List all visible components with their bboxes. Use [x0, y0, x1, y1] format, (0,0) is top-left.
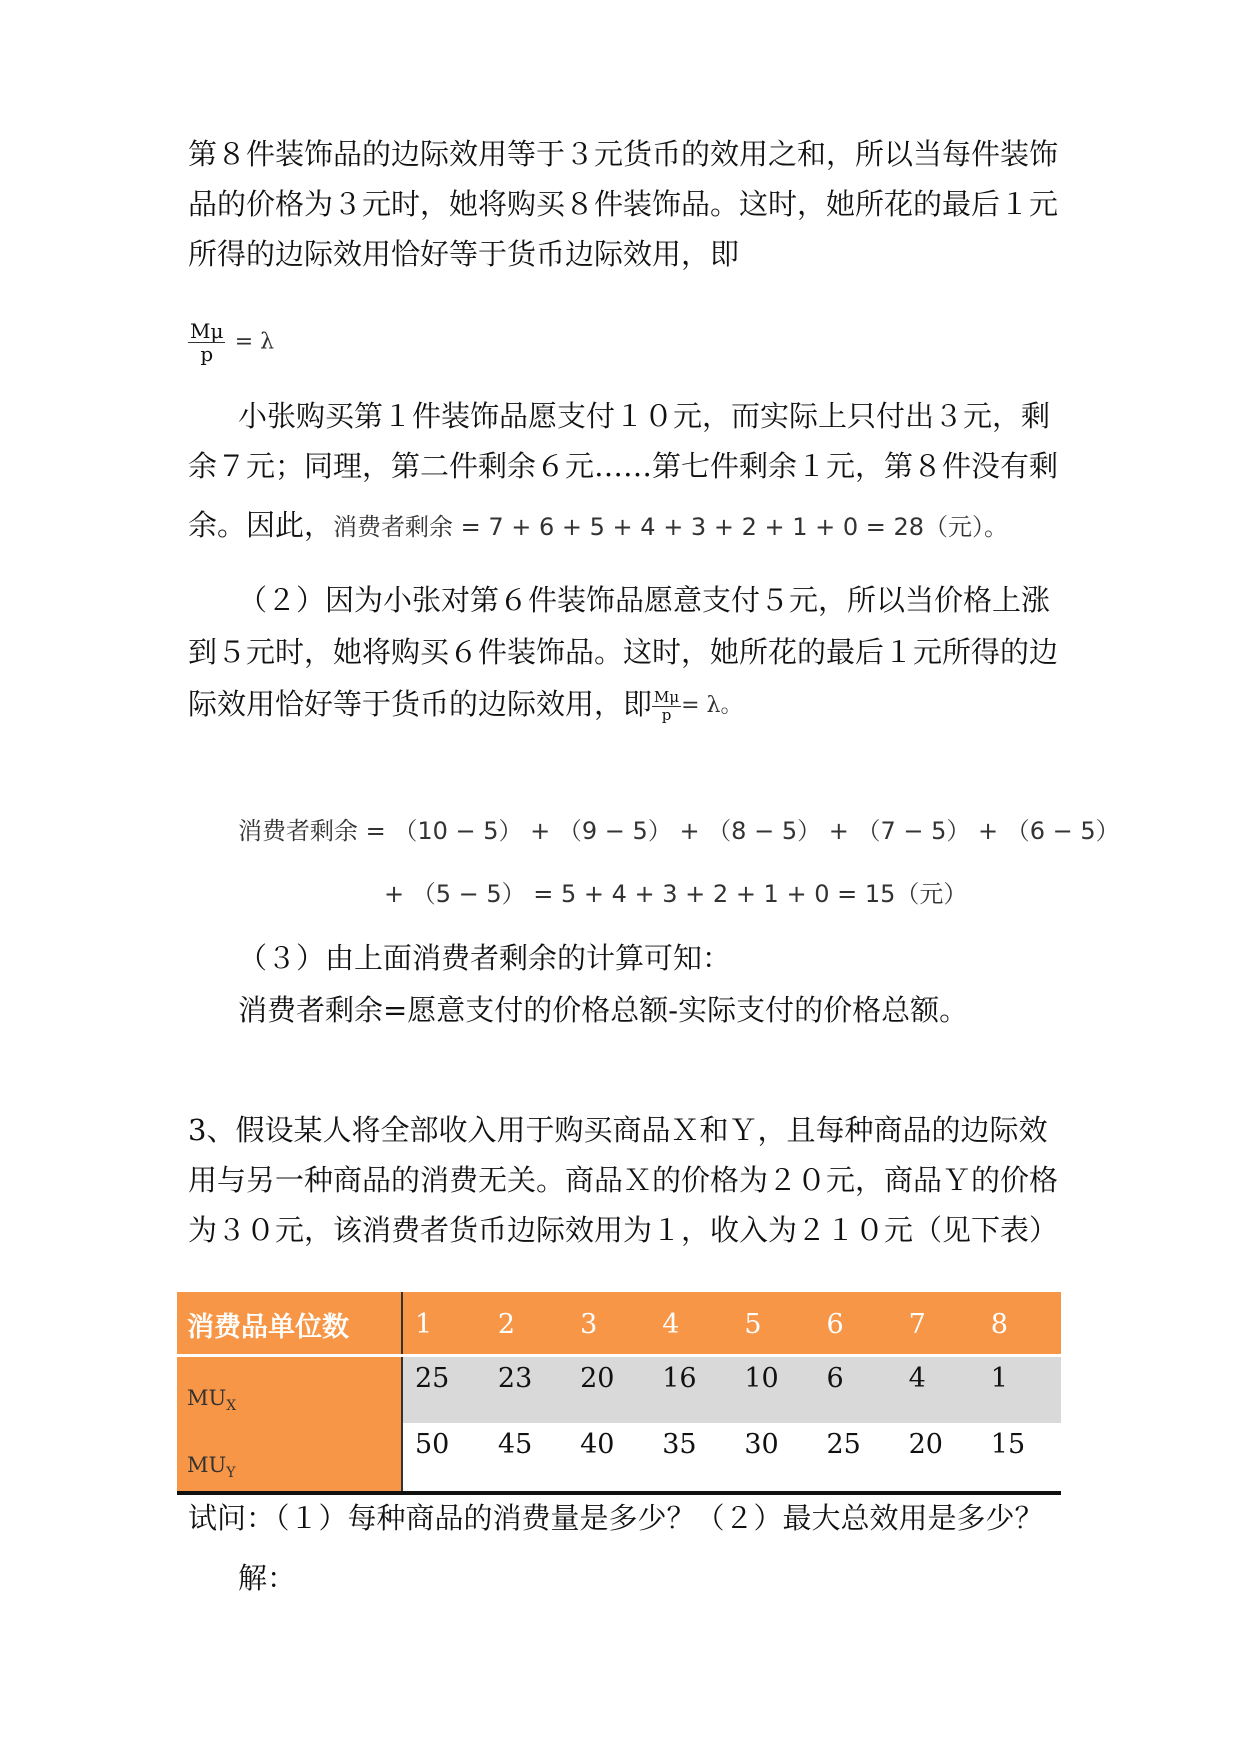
para4-line2: 消费者剩余=愿意支付的价格总额-实际支付的价格总额。 — [238, 993, 969, 1027]
table-cell: 25 — [402, 1356, 486, 1424]
fraction-denominator: p — [200, 342, 214, 366]
question3-line1: 3、假设某人将全部收入用于购买商品Ｘ和Ｙ，且每种商品的边际效 — [188, 1113, 1048, 1147]
table-header-cell: 5 — [732, 1293, 814, 1356]
table-cell: 20 — [897, 1423, 979, 1493]
table-header-cell: 3 — [568, 1293, 650, 1356]
table-cell: 40 — [568, 1423, 650, 1493]
table-cell: 15 — [979, 1423, 1061, 1493]
table-cell: 1 — [979, 1356, 1061, 1424]
formula-rhs: = λ — [234, 329, 275, 355]
para3-line2: 到５元时，她将购买６件装饰品。这时，她所花的最后１元所得的边 — [188, 635, 1059, 669]
para2-line1: 小张购买第１件装饰品愿支付１０元，而实际上只付出３元，剩 — [238, 399, 1051, 433]
question3-line3: 为３０元，该消费者货币边际效用为１，收入为２１０元（见下表） — [188, 1213, 1059, 1247]
table-cell: 10 — [732, 1356, 814, 1424]
para1-line3: 所得的边际效用恰好等于货币边际效用，即 — [188, 237, 740, 271]
consumer-surplus-formula-1: 消费者剩余 = 7 + 6 + 5 + 4 + 3 + 2 + 1 + 0 = 28（元）。 — [333, 513, 1009, 541]
table-cell: 23 — [486, 1356, 568, 1424]
inline-fraction-denominator: p — [661, 705, 672, 724]
fraction-numerator: Mμ — [190, 319, 224, 343]
inline-fraction-numerator: Mμ — [654, 688, 680, 706]
para4-line1: （３）由上面消费者剩余的计算可知： — [238, 941, 732, 975]
marginal-utility-table — [177, 1292, 1061, 1495]
table-header-cell: 2 — [486, 1293, 568, 1356]
table-header-row — [177, 1293, 1061, 1356]
question3-line2: 用与另一种商品的消费无关。商品Ｘ的价格为２０元，商品Ｙ的价格 — [188, 1163, 1059, 1197]
table-cell: 25 — [814, 1423, 896, 1493]
consumer-surplus-formula-2-line1: 消费者剩余 = （10 − 5） + （9 − 5） + （8 − 5） + （7 − 5） + （6 − 5） — [238, 817, 1120, 845]
table-cell: 45 — [486, 1423, 568, 1493]
table-header-cell: 7 — [897, 1293, 979, 1356]
table-row-mux — [177, 1356, 1061, 1424]
para3-line1: （２）因为小张对第６件装饰品愿意支付５元，所以当价格上涨 — [238, 583, 1051, 617]
table-header-cell: 1 — [402, 1293, 486, 1356]
inline-fraction — [652, 689, 681, 723]
table-cell: 30 — [732, 1423, 814, 1493]
formula-mu-over-p — [188, 320, 274, 365]
answer-label: 解： — [238, 1561, 297, 1595]
table-cell: 50 — [402, 1423, 486, 1493]
table-header-cell: 4 — [650, 1293, 732, 1356]
table-header-cell: 8 — [979, 1293, 1061, 1356]
table-cell: 20 — [568, 1356, 650, 1424]
para3-line3-text: 际效用恰好等于货币的边际效用，即 — [188, 687, 653, 721]
para3-line3-tail: = λ。 — [681, 693, 743, 718]
fraction — [188, 320, 225, 365]
table-cell: 35 — [650, 1423, 732, 1493]
table-row-muy — [177, 1423, 1061, 1493]
table-cell: 4 — [897, 1356, 979, 1424]
table-header-cell: 6 — [814, 1293, 896, 1356]
para1-line2: 品的价格为３元时，她将购买８件装饰品。这时，她所花的最后１元 — [188, 187, 1059, 221]
table-cell: 6 — [814, 1356, 896, 1424]
para1-line1: 第８件装饰品的边际效用等于３元货币的效用之和，所以当每件装饰 — [188, 137, 1059, 171]
table-header-label: 消费品单位数 — [177, 1293, 402, 1356]
para2-line3-text: 余。因此， — [188, 508, 334, 542]
question-ask: 试问：（１）每种商品的消费量是多少？（２）最大总效用是多少？ — [188, 1501, 1044, 1535]
row-label-muy: $MU_Y$ — [177, 1423, 402, 1493]
para3-line3 — [188, 686, 743, 724]
row-label-mux: $MU_X$ — [177, 1356, 402, 1424]
para2-line2: 余７元；同理，第二件剩余６元……第七件剩余１元，第８件没有剩 — [188, 449, 1059, 483]
consumer-surplus-formula-2-line2: + （5 − 5） = 5 + 4 + 3 + 2 + 1 + 0 = 15（元） — [384, 880, 968, 908]
para2-line3 — [188, 507, 1008, 545]
table-cell: 16 — [650, 1356, 732, 1424]
